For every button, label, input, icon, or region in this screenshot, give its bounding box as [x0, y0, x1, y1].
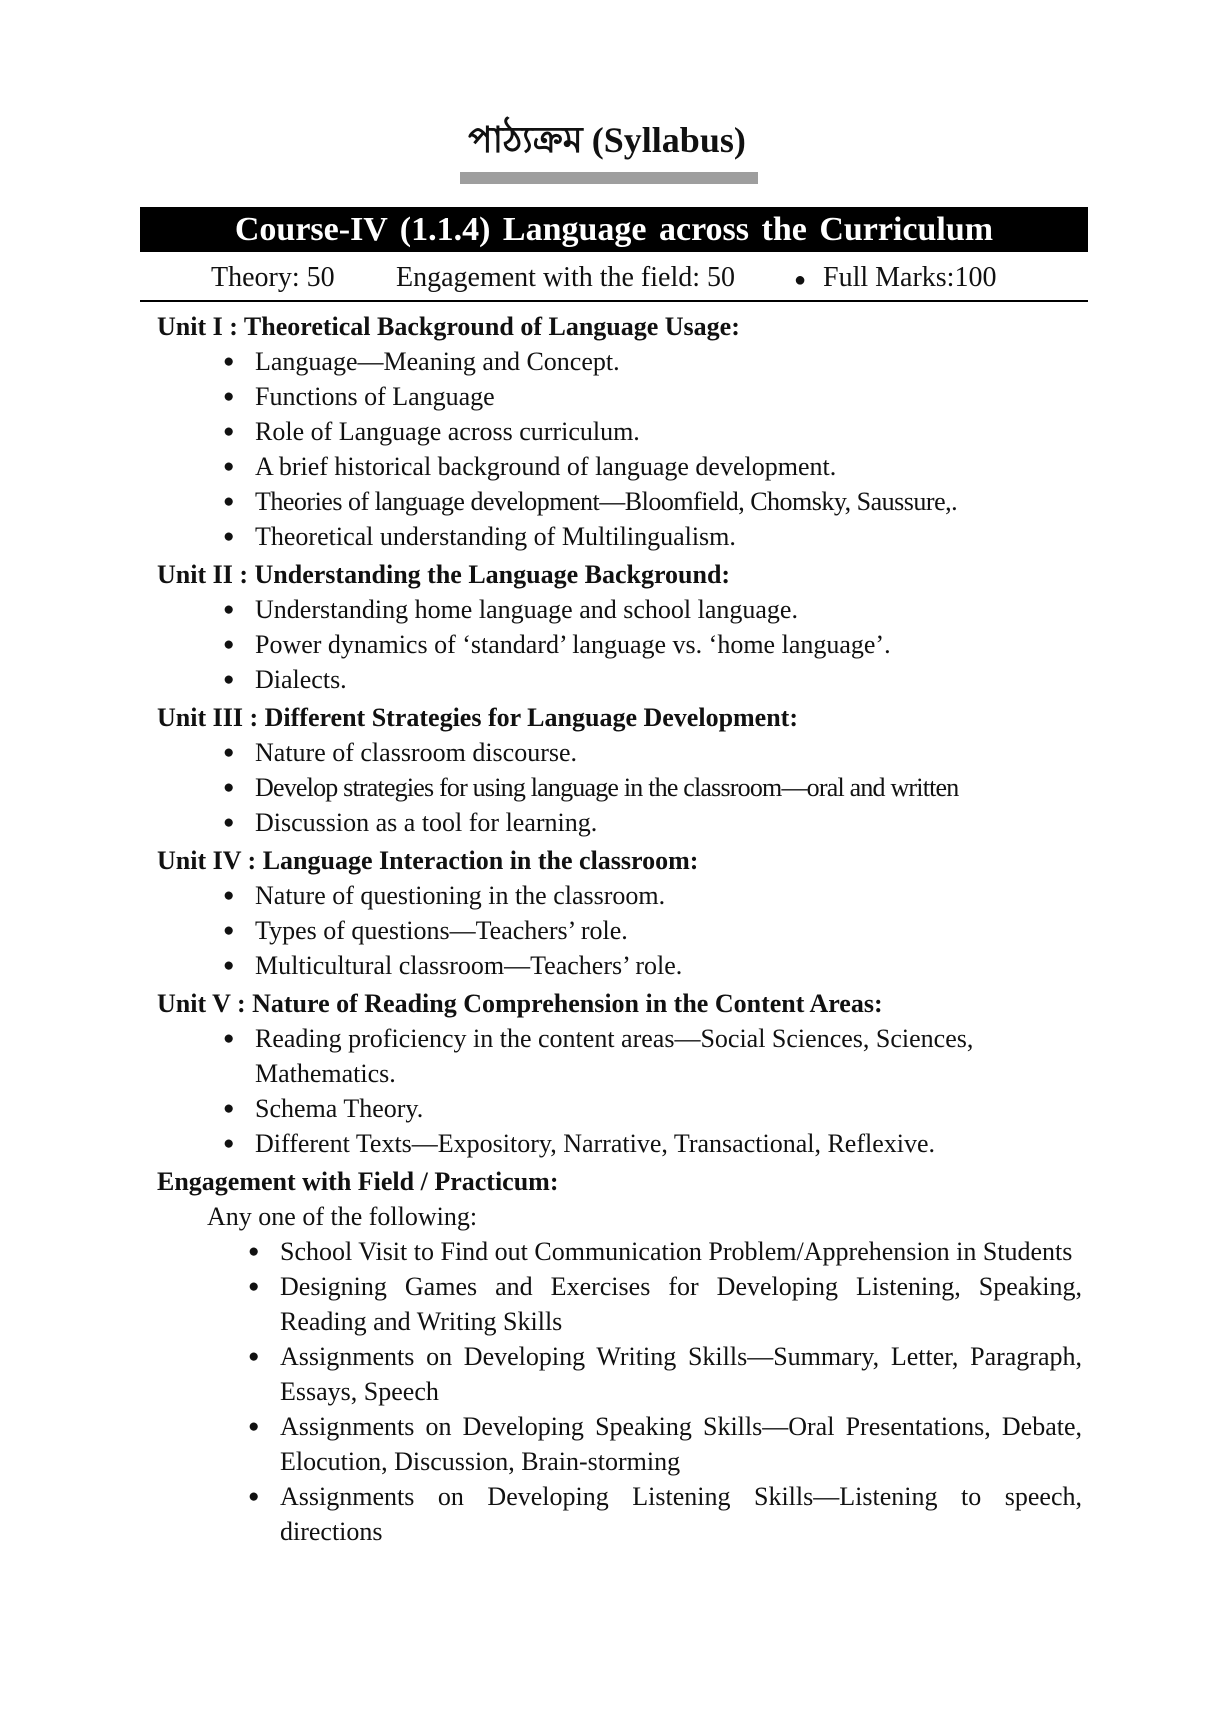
bullet-icon: ●: [248, 1416, 260, 1437]
bullet-icon: ●: [223, 1133, 235, 1154]
unit-1-list: [157, 344, 1082, 554]
list-item: ● Nature of questioning in the classroom.: [223, 881, 666, 910]
engagement-list: [157, 1234, 1082, 1549]
bullet-icon: ●: [223, 351, 235, 372]
list-item: ● Theoretical understanding of Multilingualism.: [223, 522, 736, 551]
list-item: ● Understanding home language and school language.: [223, 595, 798, 624]
unit-2-list: [157, 592, 1082, 697]
list-item: ● School Visit to Find out Communication Problem/Apprehension in Students: [248, 1237, 1073, 1266]
unit-5-list: [157, 1021, 1082, 1161]
list-item: ● Different Texts—Expository, Narrative, Transactional, Reflexive.: [223, 1129, 936, 1158]
list-item: ● A brief historical background of language development.: [223, 452, 837, 481]
list-item: ● Language—Meaning and Concept.: [223, 347, 620, 376]
bullet-icon: ●: [223, 456, 235, 477]
bullet-icon: ●: [223, 386, 235, 407]
unit-3-heading: Unit III : Different Strategies for Language Development:: [157, 703, 798, 732]
bullet-icon: ●: [223, 885, 235, 906]
list-item: ● Multicultural classroom—Teachers’ role.: [223, 951, 683, 980]
marks-line: [140, 258, 1088, 298]
bullet-icon: ●: [223, 1098, 235, 1119]
list-item: ● Functions of Language: [223, 382, 495, 411]
bullet-icon: ●: [794, 269, 807, 291]
list-item: ● Dialects.: [223, 665, 347, 694]
engagement-heading: Engagement with Field / Practicum:: [157, 1167, 559, 1196]
bullet-icon: ●: [248, 1241, 260, 1262]
unit-2-heading: Unit II : Understanding the Language Background:: [157, 560, 731, 589]
unit-4-heading: Unit IV : Language Interaction in the classroom:: [157, 846, 699, 875]
unit-3-list: [157, 735, 1082, 840]
list-item: ● Schema Theory.: [223, 1094, 424, 1123]
list-item: ● Assignments on Developing Writing Skills—Summary, Letter, Paragraph, Essays, Speech: [248, 1342, 1082, 1406]
list-item: ● Theories of language development—Bloomfield, Chomsky, Saussure,.: [223, 487, 958, 516]
bullet-icon: ●: [223, 599, 235, 620]
unit-1-heading: Unit I : Theoretical Background of Language Usage:: [157, 312, 740, 341]
bullet-icon: ●: [223, 812, 235, 833]
unit-4-list: [157, 878, 1082, 983]
list-item: ● Reading proficiency in the content areas—Social Sciences, Sciences, Mathematics.: [223, 1024, 974, 1088]
bullet-icon: ●: [223, 955, 235, 976]
list-item: ● Assignments on Developing Speaking Skills—Oral Presentations, Debate, Elocution, Discussion, Brain-storming: [248, 1412, 1082, 1476]
list-item: ● Nature of classroom discourse.: [223, 738, 578, 767]
bullet-icon: ●: [223, 526, 235, 547]
engagement-marks: Engagement with the field: 50: [396, 262, 736, 293]
bullet-icon: ●: [223, 634, 235, 655]
bullet-icon: ●: [248, 1276, 260, 1297]
syllabus-content: [157, 309, 1082, 1549]
bullet-icon: ●: [223, 1028, 235, 1049]
bullet-icon: ●: [223, 777, 234, 798]
list-item: ● Power dynamics of ‘standard’ language vs. ‘home language’.: [223, 630, 891, 659]
list-item: ● Role of Language across curriculum.: [223, 417, 640, 446]
list-item: ● Types of questions—Teachers’ role.: [223, 916, 628, 945]
page-title: পাঠ্যক্রম (Syllabus): [468, 120, 746, 160]
bullet-icon: ●: [223, 742, 235, 763]
full-marks: Full Marks:100: [823, 262, 997, 293]
divider: [140, 300, 1088, 302]
bullet-icon: ●: [248, 1346, 260, 1367]
unit-5-heading: Unit V : Nature of Reading Comprehension in the Content Areas:: [157, 989, 883, 1018]
title-underline: [460, 172, 758, 184]
list-item: ● Develop strategies for using language in the classroom—oral and written: [223, 773, 959, 802]
bullet-icon: ●: [223, 669, 235, 690]
bullet-icon: ●: [223, 421, 235, 442]
list-item: ● Assignments on Developing Listening Skills—Listening to speech, directions: [248, 1482, 1082, 1546]
list-item: ● Discussion as a tool for learning.: [223, 808, 598, 837]
bullet-icon: ●: [248, 1486, 260, 1507]
course-banner: Course-IV (1.1.4) Language across the Curriculum: [140, 207, 1088, 252]
bullet-icon: ●: [223, 491, 234, 512]
list-item: ● Designing Games and Exercises for Developing Listening, Speaking, Reading and Writing Skills: [248, 1272, 1082, 1336]
engagement-intro: Any one of the following:: [207, 1202, 478, 1231]
theory-marks: Theory: 50: [211, 262, 335, 293]
bullet-icon: ●: [223, 920, 235, 941]
